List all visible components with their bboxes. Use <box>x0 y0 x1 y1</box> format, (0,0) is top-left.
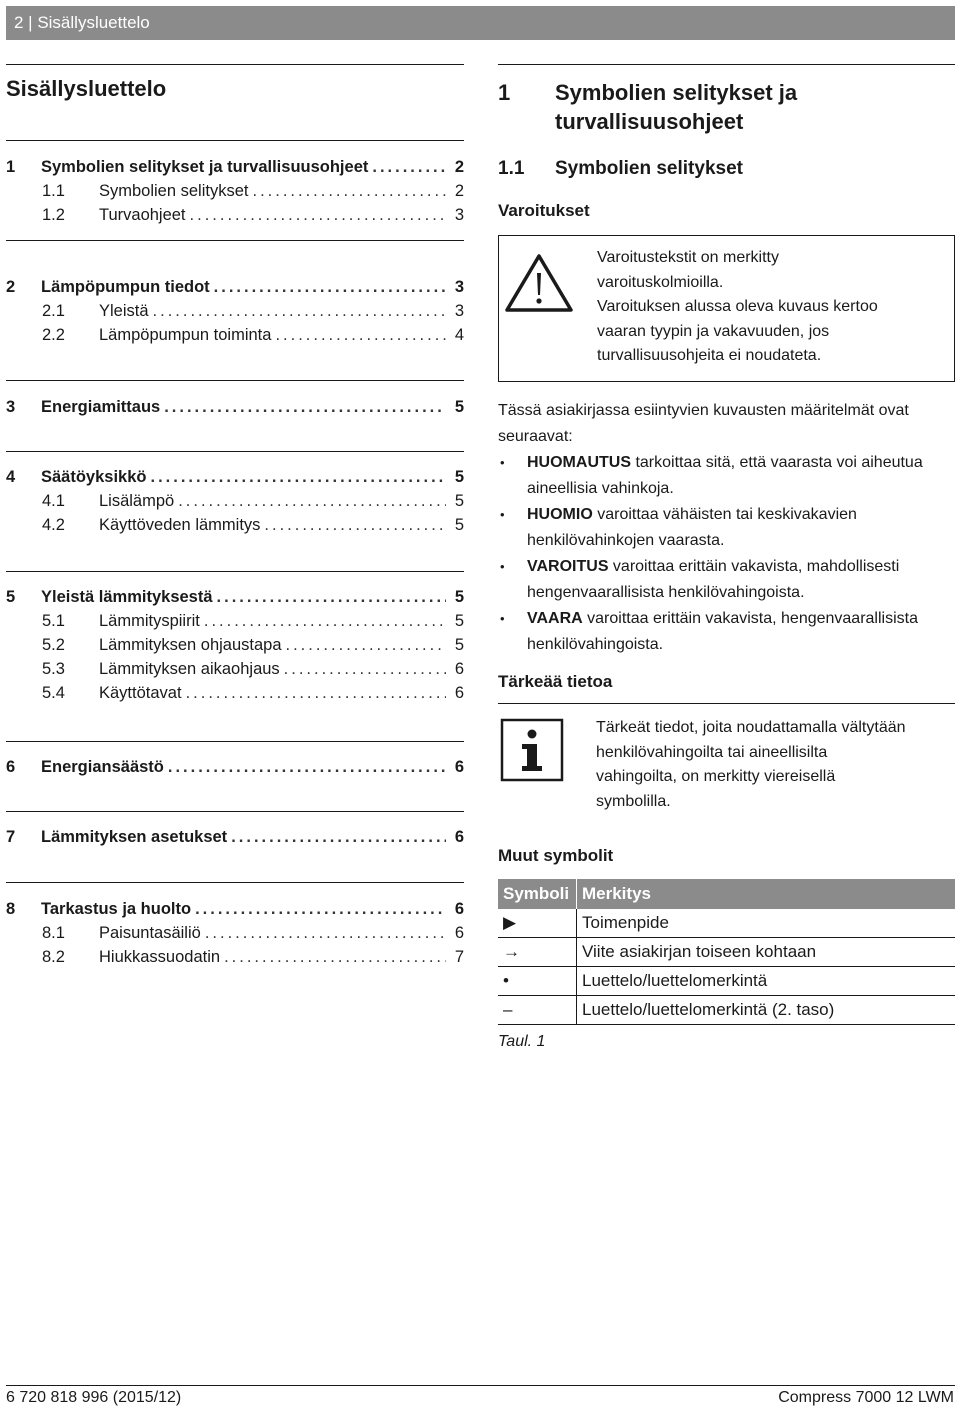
toc-entry-title: Energiansäästö <box>41 758 164 776</box>
toc-entry-page: 5 <box>454 492 464 510</box>
toc-section-rule <box>6 882 464 883</box>
toc-entry-page: 6 <box>454 900 464 918</box>
document-number: 6 720 818 996 (2015/12) <box>6 1389 182 1406</box>
toc-entry-page: 6 <box>454 660 464 678</box>
toc-entry-number: 4.2 <box>42 516 65 534</box>
toc-entry-number: 7 <box>6 828 16 846</box>
toc-entry[interactable] <box>6 609 464 633</box>
table-row <box>498 938 955 967</box>
toc-leader-dots <box>275 323 446 347</box>
table-cell-meaning: Luettelo/luettelomerkintä (2. taso) <box>577 996 956 1025</box>
warning-text-line: Varoitustekstit on merkitty <box>597 249 779 266</box>
toc-section-rule <box>6 240 464 241</box>
toc-entry-page: 6 <box>454 684 464 702</box>
toc-entry-title: Säätöyksikkö <box>41 468 147 486</box>
symbols-table <box>498 879 955 1025</box>
definition-item <box>498 606 948 657</box>
toc-entry-number: 5.3 <box>42 660 65 678</box>
toc-entry-number: 5.1 <box>42 612 65 630</box>
toc-entry-page: 5 <box>454 612 464 630</box>
toc-leader-dots <box>150 465 446 489</box>
section-title-line2: turvallisuusohjeet <box>555 109 744 134</box>
important-heading: Tärkeää tietoa <box>498 672 613 691</box>
toc-section-rule <box>6 811 464 812</box>
toc-entry-title: Lämmityksen asetukset <box>41 828 228 846</box>
table-cell-symbol: • <box>498 967 577 996</box>
toc-leader-dots <box>204 609 446 633</box>
toc-leader-dots <box>284 657 446 681</box>
table-cell-symbol: → <box>498 938 577 967</box>
warning-text <box>597 246 878 369</box>
toc-entry[interactable] <box>6 179 464 203</box>
toc-entry-page: 7 <box>454 948 464 966</box>
toc-entry[interactable] <box>6 681 464 705</box>
toc-entry[interactable] <box>6 275 464 299</box>
table-row <box>498 996 955 1025</box>
info-box <box>498 703 955 815</box>
toc-entry-number: 8 <box>6 900 16 918</box>
toc-entry[interactable] <box>6 465 464 489</box>
product-name: Compress 7000 12 LWM <box>778 1389 954 1406</box>
toc-leader-dots <box>168 755 446 779</box>
toc-leader-dots <box>217 585 446 609</box>
toc-entry-title: Hiukkassuodatin <box>99 948 221 966</box>
table-cell-symbol: ▶ <box>498 909 577 938</box>
table-header-row <box>498 879 955 909</box>
toc-entry-title: Lämpöpumpun tiedot <box>41 278 210 296</box>
info-text <box>596 716 906 814</box>
toc-entry-number: 1 <box>6 158 16 176</box>
toc-rule <box>6 140 464 141</box>
info-text-line: Tärkeät tiedot, joita noudattamalla vältytään <box>596 719 906 736</box>
header-text: 2 | Sisällysluettelo <box>14 13 150 32</box>
definition-keyword: VAARA <box>527 610 583 627</box>
intro-text-line: Tässä asiakirjassa esiintyvien kuvausten määritelmät ovat <box>498 402 909 419</box>
toc-leader-dots <box>205 921 446 945</box>
toc-section-rule <box>6 571 464 572</box>
toc-leader-dots <box>231 825 446 849</box>
definition-text-continued: aineellisia vahinkoja. <box>527 479 674 497</box>
toc-entry-page: 6 <box>454 924 464 942</box>
definition-item <box>498 450 948 501</box>
toc-entry-page: 5 <box>454 516 464 534</box>
subsection-title: Symbolien selitykset <box>555 158 743 179</box>
definition-text-continued: henkilövahinkojen vaarasta. <box>527 531 725 549</box>
definition-text: varoittaa erittäin vakavista, hengenvaarallisista <box>582 610 918 627</box>
table-cell-meaning: Luettelo/luettelomerkintä <box>577 967 956 996</box>
section-number: 1 <box>498 80 511 105</box>
toc-entry[interactable] <box>6 513 464 537</box>
toc-entry-title: Lämpöpumpun toiminta <box>99 326 272 344</box>
toc-entry-title: Paisuntasäiliö <box>99 924 201 942</box>
toc-entry-page: 5 <box>454 468 464 486</box>
toc-entry-title: Lämmityspiirit <box>99 612 200 630</box>
toc-entry[interactable] <box>6 755 464 779</box>
definition-keyword: HUOMAUTUS <box>527 454 631 471</box>
toc-entry[interactable] <box>6 897 464 921</box>
toc-entry-page: 5 <box>454 636 464 654</box>
toc-entry-number: 1.1 <box>42 182 65 200</box>
definition-item <box>498 502 948 553</box>
toc-section-rule <box>6 380 464 381</box>
toc-entry-number: 8.2 <box>42 948 65 966</box>
toc-entry-number: 3 <box>6 398 16 416</box>
toc-entry[interactable] <box>6 395 464 419</box>
subsection-number: 1.1 <box>498 158 525 179</box>
warning-text-line: Varoituksen alussa oleva kuvaus kertoo <box>597 298 878 315</box>
section-top-rule <box>498 64 955 65</box>
section-heading <box>498 78 797 136</box>
toc-entry[interactable] <box>6 155 464 179</box>
toc-entry[interactable] <box>6 323 464 347</box>
toc-entry-page: 2 <box>454 158 464 176</box>
subsection-heading <box>498 158 743 180</box>
warning-text-line: turvallisuusohjeita ei noudateta. <box>597 347 822 364</box>
table-row <box>498 967 955 996</box>
definition-keyword: HUOMIO <box>527 506 593 523</box>
toc-top-rule <box>6 64 464 65</box>
toc-entry[interactable] <box>6 825 464 849</box>
toc-section-rule <box>6 451 464 452</box>
section-title-line1: Symbolien selitykset ja <box>555 80 798 105</box>
definition-text: varoittaa erittäin vakavista, mahdollisesti <box>608 558 900 575</box>
toc-entry-number: 5 <box>6 588 16 606</box>
toc-leader-dots <box>195 897 446 921</box>
toc-entry-number: 4.1 <box>42 492 65 510</box>
toc-entry-number: 6 <box>6 758 16 776</box>
toc-entry-page: 2 <box>454 182 464 200</box>
toc-entry[interactable] <box>6 633 464 657</box>
toc-section-rule <box>6 741 464 742</box>
toc-leader-dots <box>186 681 446 705</box>
toc-leader-dots <box>264 513 446 537</box>
definition-text: varoittaa vähäisten tai keskivakavien <box>592 506 857 523</box>
toc-entry-page: 5 <box>454 398 464 416</box>
toc-entry-title: Yleistä lämmityksestä <box>41 588 213 606</box>
definition-text-continued: hengenvaarallisista henkilövahingoista. <box>527 583 805 601</box>
definition-text-continued: henkilövahingoista. <box>527 635 664 653</box>
table-cell-meaning: Viite asiakirjan toiseen kohtaan <box>577 938 956 967</box>
toc-leader-dots <box>286 633 446 657</box>
toc-entry-number: 2.2 <box>42 326 65 344</box>
warning-text-line: varoituskolmioilla. <box>597 273 724 291</box>
toc-entry-page: 5 <box>454 588 464 606</box>
table-cell-symbol: – <box>498 996 577 1025</box>
toc-entry-title: Lisälämpö <box>99 492 175 510</box>
warnings-heading: Varoitukset <box>498 201 590 220</box>
toc-entry-page: 3 <box>454 206 464 224</box>
toc-entry-number: 5.4 <box>42 684 65 702</box>
footer-rule <box>6 1385 955 1386</box>
toc-entry-title: Turvaohjeet <box>99 206 186 224</box>
toc-entry[interactable] <box>6 585 464 609</box>
toc-entry-title: Energiamittaus <box>41 398 161 416</box>
toc-entry-number: 8.1 <box>42 924 65 942</box>
warning-text-line: vaaran tyypin ja vakavuuden, jos <box>597 322 830 340</box>
toc-leader-dots <box>178 489 446 513</box>
toc-entry-number: 1.2 <box>42 206 65 224</box>
intro-paragraph <box>498 398 948 449</box>
table-caption: Taul. 1 <box>498 1033 546 1050</box>
toc-entry-title: Lämmityksen aikaohjaus <box>99 660 280 678</box>
definition-keyword: VAROITUS <box>527 558 609 575</box>
page-header <box>6 6 955 40</box>
toc-entry[interactable] <box>6 921 464 945</box>
toc-entry-title: Käyttötavat <box>99 684 182 702</box>
toc-entry-title: Symbolien selitykset <box>99 182 249 200</box>
toc-entry-page: 3 <box>454 302 464 320</box>
info-text-line: vahingoilta, on merkitty viereisellä <box>596 768 836 785</box>
table-header-symbol: Symboli <box>498 879 577 909</box>
toc-entry-page: 6 <box>454 758 464 776</box>
toc-entry-number: 4 <box>6 468 16 486</box>
toc-title: Sisällysluettelo <box>6 76 167 101</box>
definition-item <box>498 554 948 605</box>
toc-entry-title: Tarkastus ja huolto <box>41 900 192 918</box>
toc-entry[interactable] <box>6 489 464 513</box>
info-text-line: henkilövahingoilta tai aineellisilta <box>596 743 828 761</box>
info-icon <box>500 718 564 782</box>
table-cell-meaning: Toimenpide <box>577 909 956 938</box>
info-text-line: symbolilla. <box>596 792 671 810</box>
warning-triangle-icon <box>503 251 575 315</box>
definition-text: tarkoittaa sitä, että vaarasta voi aiheutua <box>631 454 923 471</box>
toc-entry-title: Lämmityksen ohjaustapa <box>99 636 282 654</box>
toc-leader-dots <box>190 203 446 227</box>
toc-entry-number: 5.2 <box>42 636 65 654</box>
toc-entry[interactable] <box>6 657 464 681</box>
toc-entry-title: Yleistä <box>99 302 149 320</box>
other-symbols-heading: Muut symbolit <box>498 846 614 865</box>
toc-leader-dots <box>164 395 446 419</box>
table-row <box>498 909 955 938</box>
toc-entry-number: 2.1 <box>42 302 65 320</box>
toc-leader-dots <box>372 155 446 179</box>
toc-leader-dots <box>214 275 446 299</box>
toc-entry-page: 4 <box>454 326 464 344</box>
toc-entry-page: 3 <box>454 278 464 296</box>
toc-entry-number: 2 <box>6 278 16 296</box>
toc-entry[interactable] <box>6 299 464 323</box>
toc-entry[interactable] <box>6 945 464 969</box>
definition-list <box>498 450 948 658</box>
toc-leader-dots <box>153 299 446 323</box>
warning-box <box>498 235 955 382</box>
toc-entry-title: Symbolien selitykset ja turvallisuusohjeet <box>41 158 369 176</box>
toc-leader-dots <box>224 945 446 969</box>
table-header-meaning: Merkitys <box>577 879 956 909</box>
toc-entry-title: Käyttöveden lämmitys <box>99 516 261 534</box>
toc-entry-page: 6 <box>454 828 464 846</box>
toc-leader-dots <box>252 179 446 203</box>
toc-entry[interactable] <box>6 203 464 227</box>
intro-text-line: seuraavat: <box>498 427 573 445</box>
